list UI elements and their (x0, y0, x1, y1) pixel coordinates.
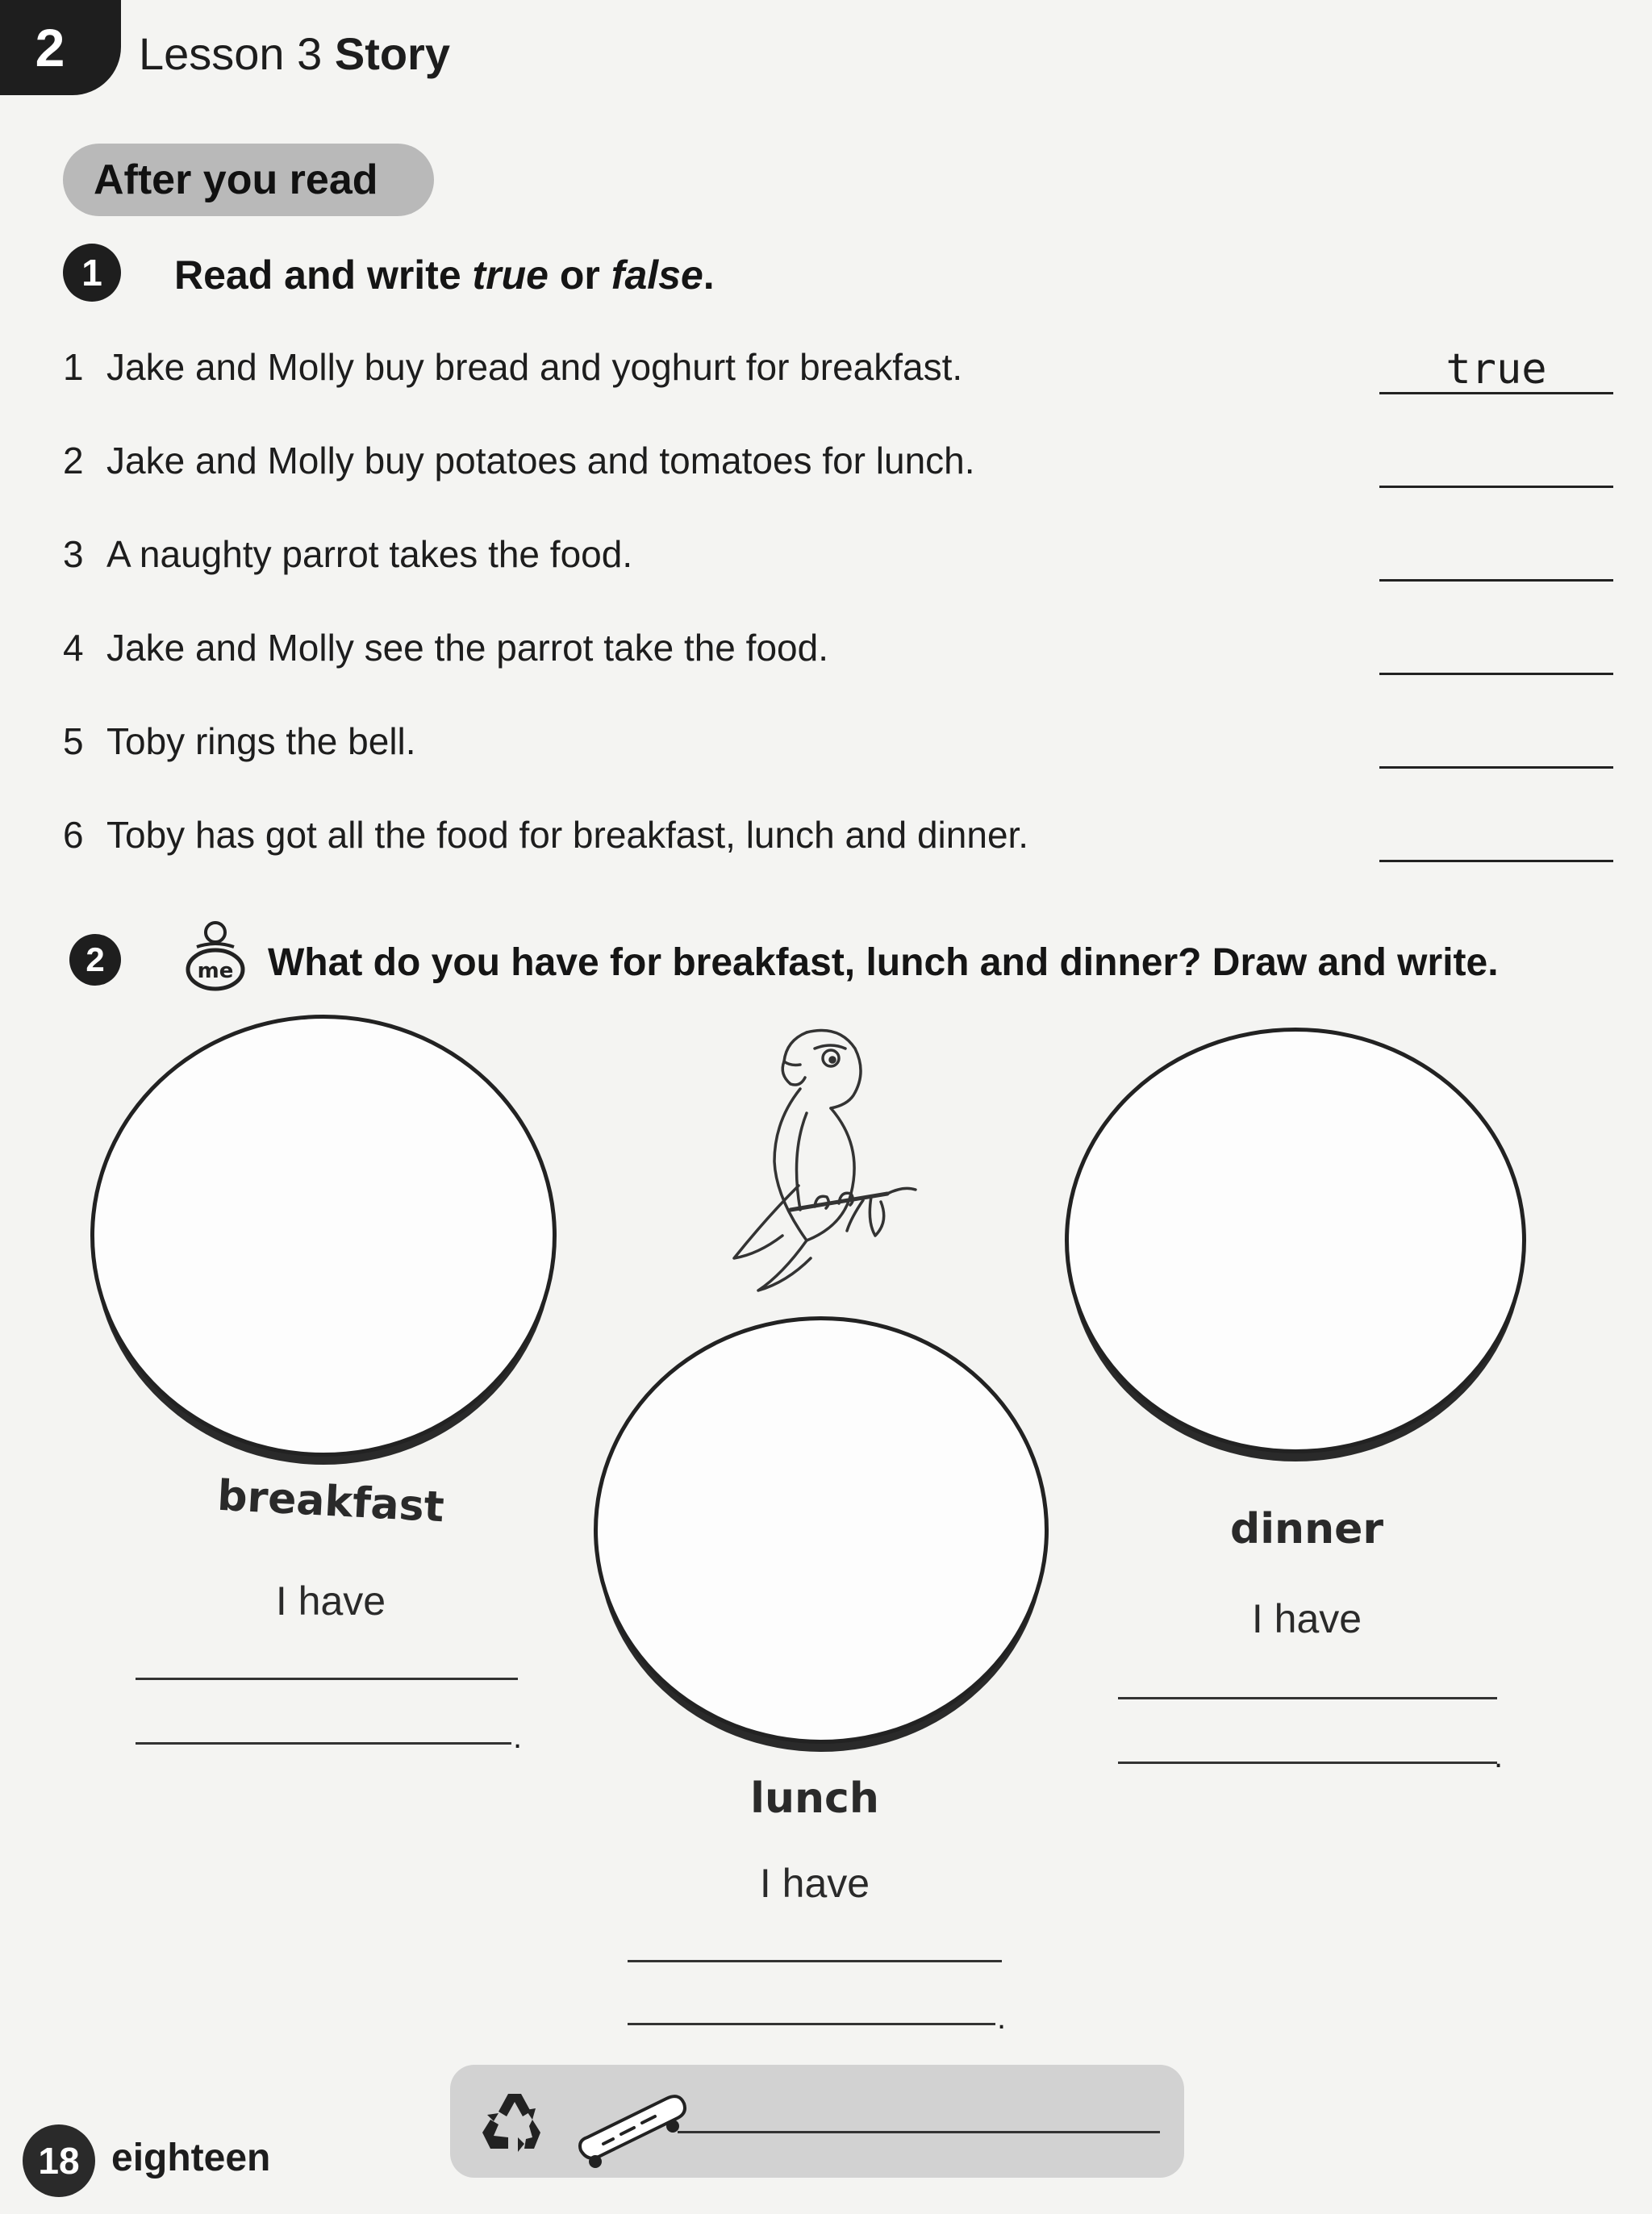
question-number: 4 (63, 627, 84, 669)
parrot-illustration (710, 1024, 920, 1299)
exercise1-number-badge: 1 (63, 244, 121, 302)
question-number: 3 (63, 533, 84, 575)
question-number: 6 (63, 814, 84, 856)
recycle-icon (476, 2087, 553, 2160)
question-number: 5 (63, 720, 84, 762)
unit-number-tab (0, 0, 121, 95)
question-text: Jake and Molly buy bread and yoghurt for breakfast. (106, 346, 963, 388)
dinner-write-line-2[interactable] (1118, 1762, 1497, 1764)
question-number: 2 (63, 440, 84, 482)
page-number-word: eighteen (111, 2137, 271, 2179)
dinner-plate[interactable] (1065, 1028, 1526, 1453)
question-row-5 (63, 719, 1555, 784)
breakfast-i-have: I have (275, 1578, 386, 1624)
lesson-name: Story (334, 28, 450, 79)
section-label: After you read (63, 144, 434, 216)
unit-number: 2 (35, 18, 65, 77)
dinner-write-line-1[interactable] (1118, 1697, 1497, 1699)
breakfast-label: breakfast (215, 1471, 446, 1532)
question-text: Toby has got all the food for breakfast, lunch and dinner. (106, 814, 1029, 856)
lunch-plate[interactable] (594, 1316, 1049, 1744)
me-person-icon (179, 919, 252, 992)
question-row-2 (63, 439, 1555, 503)
answer-line[interactable] (1379, 486, 1613, 488)
dinner-i-have: I have (1251, 1596, 1362, 1641)
lesson-prefix: Lesson 3 (139, 28, 323, 79)
skateboard-icon (571, 2081, 692, 2170)
breakfast-write-line-1[interactable] (136, 1678, 518, 1680)
question-text: Toby rings the bell. (106, 720, 416, 762)
answer-line[interactable] (1379, 673, 1613, 675)
lunch-write-line-2[interactable] (628, 2023, 995, 2025)
question-row-3 (63, 532, 1555, 597)
answer-line[interactable] (1379, 766, 1613, 769)
page-number-badge: 18 (23, 2124, 95, 2197)
question-row-4 (63, 626, 1555, 690)
reflection-box (450, 2065, 1184, 2178)
question-text: A naughty parrot takes the food. (106, 533, 633, 575)
lunch-period: . (997, 2000, 1007, 2036)
lunch-write-line-1[interactable] (628, 1960, 1002, 1962)
lunch-i-have: I have (759, 1861, 870, 1906)
answer-line[interactable] (1379, 392, 1613, 394)
exercise2-number-badge: 2 (69, 934, 121, 986)
lesson-title (139, 27, 450, 80)
question-row-1 (63, 345, 1555, 410)
breakfast-plate[interactable] (90, 1015, 557, 1457)
answer-text: true (1446, 345, 1547, 394)
question-number: 1 (63, 346, 84, 388)
me-icon-label: me (197, 959, 234, 983)
question-row-6 (63, 813, 1555, 878)
answer-line[interactable] (1379, 579, 1613, 582)
lunch-label: lunch (750, 1774, 879, 1823)
dinner-period: . (1494, 1739, 1504, 1774)
exercise1-instruction: Read and write true or false. (174, 252, 715, 298)
question-text: Jake and Molly see the parrot take the food. (106, 627, 828, 669)
dinner-label: dinner (1230, 1505, 1383, 1553)
question-text: Jake and Molly buy potatoes and tomatoes for lunch. (106, 440, 975, 482)
answer-line[interactable] (1379, 860, 1613, 862)
reflection-write-line[interactable] (678, 2131, 1160, 2133)
breakfast-period: . (513, 1720, 523, 1755)
breakfast-write-line-2[interactable] (136, 1742, 511, 1745)
exercise2-instruction: What do you have for breakfast, lunch and dinner? Draw and write. (268, 941, 1499, 984)
